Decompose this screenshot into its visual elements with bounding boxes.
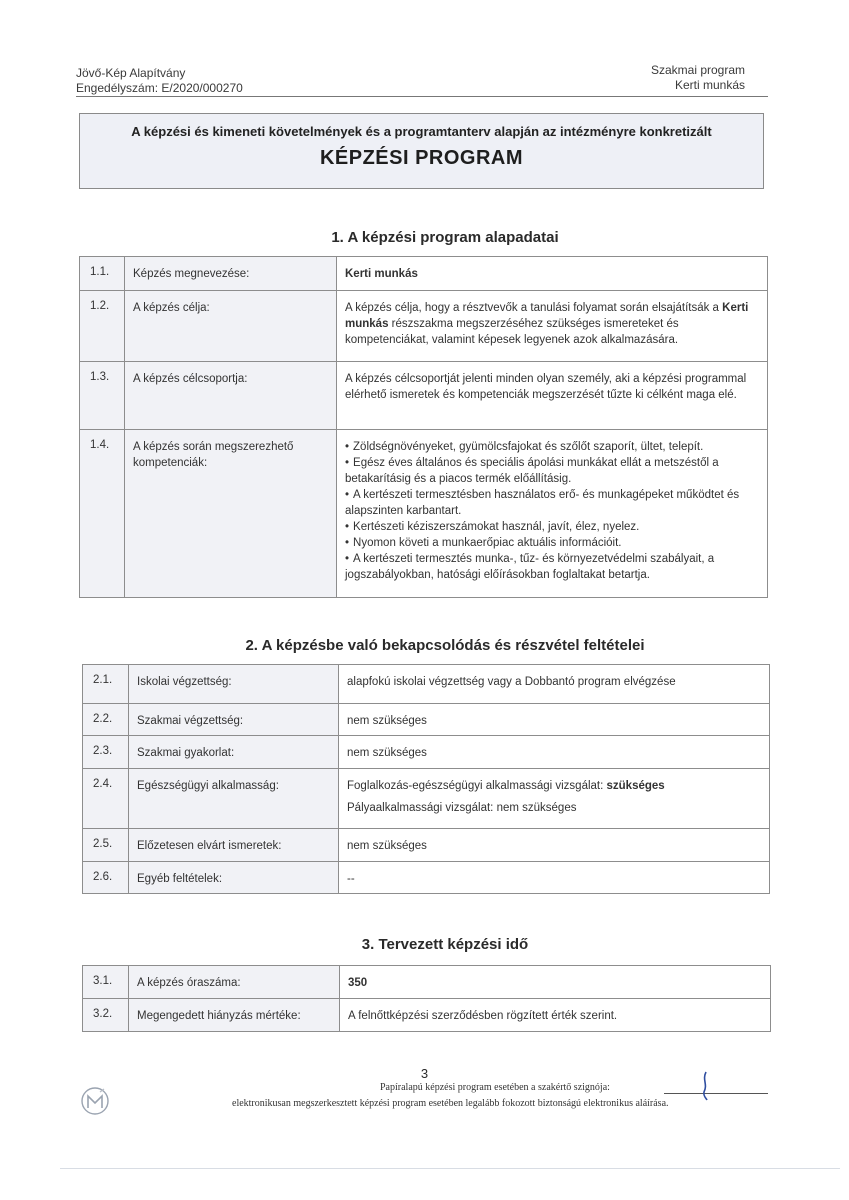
row-value: -- [339,862,770,894]
row-value [337,430,768,598]
value-bold-text: Kerti munkás [345,302,749,330]
row-number: 1.3. [80,362,125,430]
footer-electronic-note: elektronikusan megszerkesztett képzési program esetében legalább fokozott biztonságú elektronikus aláírása. [232,1098,669,1109]
row-label: A képzés célja: [125,291,337,362]
list-item: • Zöldségnövényeket, gyümölcsfajokat és szőlőt szaporít, ültet, telepít. [345,439,759,455]
program-name: Kerti munkás [674,78,745,92]
row-label: Szakmai gyakorlat: [129,736,339,769]
list-item: • Kertészeti kéziszerszámokat használ, javít, élez, nyelez. [345,519,759,535]
row-number: 1.1. [80,257,125,291]
row-label: Egyéb feltételek: [129,862,339,894]
table-row [80,362,768,430]
bottom-divider [60,1168,840,1169]
table-row [83,736,770,769]
row-number: 3.1. [83,966,129,999]
row-label: Szakmai végzettség: [129,704,339,736]
row-value [339,769,770,829]
title-banner [79,113,764,189]
banner-title: KÉPZÉSI PROGRAM [319,147,524,169]
row-number: 2.5. [83,829,129,862]
section-1-table [79,256,768,598]
row-value: A felnőttképzési szerződésben rögzített érték szerint. [340,999,771,1032]
row-value: nem szükséges [339,736,770,769]
header-divider [76,96,768,97]
row-label: A képzés óraszáma: [129,966,340,999]
table-row [83,829,770,862]
section-3-table [82,965,771,1032]
value-text: részszakma megszerzéséhez szükséges ismereteket és kompetenciákat, valamint képesek legyenek azok alkalmazására. [345,318,679,346]
table-row [80,430,768,598]
row-number: 1.2. [80,291,125,362]
row-label: Képzés megnevezése: [125,257,337,291]
table-row [83,704,770,736]
value-bold-text: szükséges [606,780,665,792]
row-value: nem szükséges [339,829,770,862]
table-row [83,966,771,999]
signature-mark [694,1070,718,1102]
row-number: 1.4. [80,430,125,598]
section-1-title: 1. A képzési program alapadatai [331,229,559,246]
row-number: 2.1. [83,665,129,704]
banner-subtitle: A képzési és kimeneti követelmények és a programtanterv alapján az intézményre konkretizált [131,124,712,139]
table-row [80,291,768,362]
program-type: Szakmai program [650,63,745,77]
row-number: 2.6. [83,862,129,894]
section-3-title: 3. Tervezett képzési idő [361,936,529,953]
list-item: • A kertészeti termesztés munka-, tűz- és környezetvédelmi szabályait, a jogszabályokban, hatósági előírásokban foglaltakat betartja. [345,551,759,583]
row-label: Egészségügyi alkalmasság: [129,769,339,829]
value-line [347,778,761,794]
value-line: Pályaalkalmassági vizsgálat: nem szükséges [347,802,577,814]
row-number: 2.2. [83,704,129,736]
list-item: • A kertészeti termesztésben használatos erő- és munkagépeket működtet és alapszinten karbantart. [345,487,759,519]
row-label: Előzetesen elvárt ismeretek: [129,829,339,862]
row-number: 2.3. [83,736,129,769]
value-text: A képzés célja, hogy a résztvevők a tanulási folyamat során elsajátítsák a [345,302,723,314]
row-value: A képzés célcsoportját jelenti minden olyan személy, aki a képzési programmal elérhető ismeretek és kompetenciák megszerzését tűzte ki célként maga elé. [337,362,768,430]
page-number: 3 [420,1066,429,1081]
footer-signature-note: Papíralapú képzési program esetében a szakértő szignója: [380,1082,610,1093]
row-label: Iskolai végzettség: [129,665,339,704]
row-value [337,291,768,362]
section-2-title: 2. A képzésbe való bekapcsolódás és részvétel feltételei [245,637,645,654]
table-row [83,769,770,829]
competency-list [345,439,759,583]
header-left [76,66,243,96]
table-row [83,665,770,704]
table-row [83,999,771,1032]
row-label: Megengedett hiányzás mértéke: [129,999,340,1032]
value-text: Foglalkozás-egészségügyi alkalmassági vizsgálat: [347,780,607,792]
row-value: Kerti munkás [337,257,768,291]
header-right [651,63,745,93]
organization-name: Jövő-Kép Alapítvány [76,66,186,80]
table-row [83,862,770,894]
section-2-table [82,664,770,894]
row-value: 350 [340,966,771,999]
row-number: 3.2. [83,999,129,1032]
row-label: A képzés célcsoportja: [125,362,337,430]
row-value: alapfokú iskolai végzettség vagy a Dobbantó program elvégzése [339,665,770,704]
table-row [80,257,768,291]
row-number: 2.4. [83,769,129,829]
list-item: • Egész éves általános és speciális ápolási munkákat ellát a metszéstől a betakarításig és a piacos termék előállításig. [345,455,759,487]
row-value: nem szükséges [339,704,770,736]
list-item: • Nyomon követi a munkaerőpiac aktuális információit. [345,535,759,551]
row-label: A képzés során megszerezhető kompetenciák: [125,430,337,598]
foundation-logo-icon [80,1086,110,1116]
license-number: Engedélyszám: E/2020/000270 [76,81,243,95]
